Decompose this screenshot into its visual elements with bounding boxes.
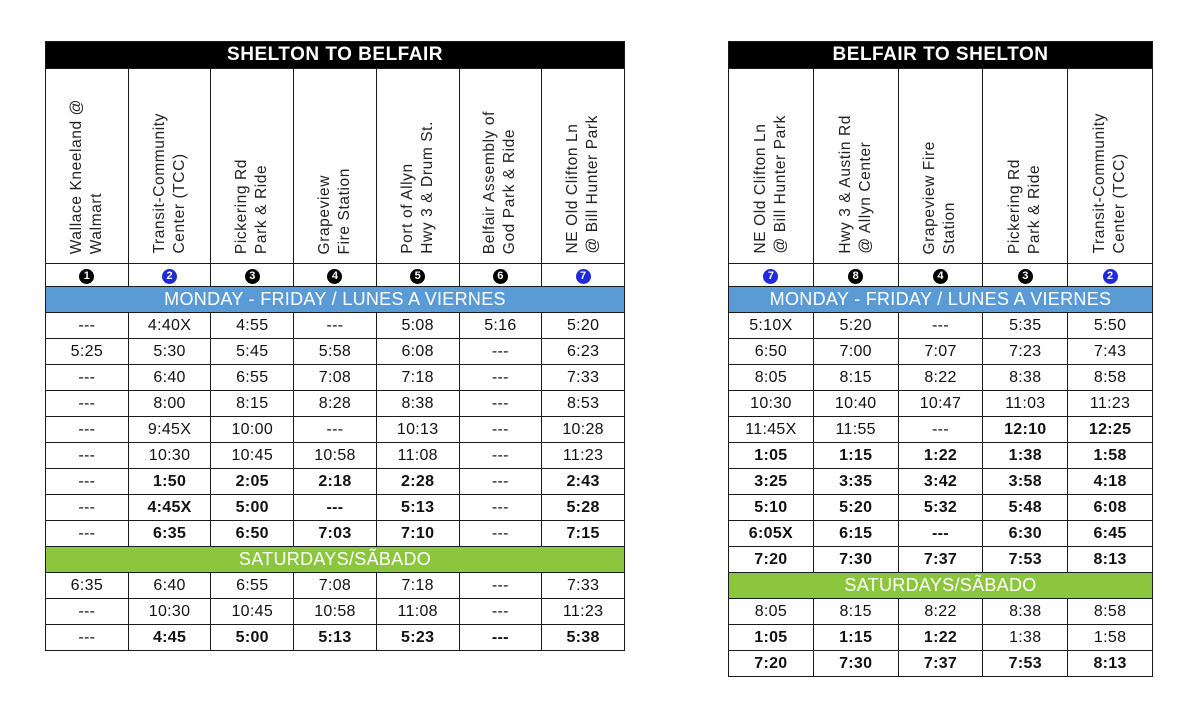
time-cell: 8:13 bbox=[1068, 651, 1153, 677]
time-cell: 8:22 bbox=[898, 365, 983, 391]
belfair-to-shelton-table bbox=[728, 41, 1153, 677]
stop-number-cell bbox=[813, 264, 898, 287]
service-day-label: MONDAY - FRIDAY / LUNES A VIERNES bbox=[729, 287, 1153, 313]
time-cell: 8:58 bbox=[1068, 599, 1153, 625]
time-cell: --- bbox=[459, 339, 542, 365]
time-cell: 10:28 bbox=[542, 417, 625, 443]
stop-label: Pickering Rd Park & Ride bbox=[233, 158, 271, 254]
time-cell: 3:25 bbox=[729, 469, 814, 495]
time-cell: 4:45 bbox=[128, 625, 211, 651]
schedule-row bbox=[729, 495, 1153, 521]
stop-number-cell bbox=[459, 264, 542, 287]
service-day-label: SATURDAYS/SÃBADO bbox=[46, 547, 625, 573]
time-cell: 8:38 bbox=[983, 599, 1068, 625]
stop-number-row bbox=[46, 264, 625, 287]
schedule-row bbox=[46, 417, 625, 443]
time-cell: 7:20 bbox=[729, 547, 814, 573]
time-cell: 4:40X bbox=[128, 313, 211, 339]
stop-header bbox=[376, 69, 459, 264]
time-cell: 3:42 bbox=[898, 469, 983, 495]
time-cell: 11:45X bbox=[729, 417, 814, 443]
stop-number-badge: 8 bbox=[848, 269, 863, 284]
time-cell: --- bbox=[459, 625, 542, 651]
time-cell: --- bbox=[46, 443, 129, 469]
time-cell: 5:32 bbox=[898, 495, 983, 521]
time-cell: 5:30 bbox=[128, 339, 211, 365]
schedule-row bbox=[729, 339, 1153, 365]
time-cell: 8:38 bbox=[983, 365, 1068, 391]
time-cell: 10:40 bbox=[813, 391, 898, 417]
schedule-row bbox=[46, 443, 625, 469]
time-cell: 8:13 bbox=[1068, 547, 1153, 573]
time-cell: 11:23 bbox=[1068, 391, 1153, 417]
time-cell: 1:58 bbox=[1068, 625, 1153, 651]
time-cell: 5:20 bbox=[813, 313, 898, 339]
time-cell: --- bbox=[459, 391, 542, 417]
time-cell: 7:15 bbox=[542, 521, 625, 547]
time-cell: 5:10 bbox=[729, 495, 814, 521]
stop-label: Hwy 3 & Austin Rd @ Allyn Center bbox=[836, 115, 874, 254]
time-cell: 8:38 bbox=[376, 391, 459, 417]
time-cell: 6:15 bbox=[813, 521, 898, 547]
time-cell: --- bbox=[898, 417, 983, 443]
time-cell: 8:53 bbox=[542, 391, 625, 417]
time-cell: 7:08 bbox=[294, 573, 377, 599]
time-cell: 12:25 bbox=[1068, 417, 1153, 443]
stop-number-badge: 7 bbox=[763, 269, 778, 284]
stop-label: Transit-Community Center (TCC) bbox=[150, 113, 188, 254]
stop-number-cell bbox=[898, 264, 983, 287]
schedule-row bbox=[729, 391, 1153, 417]
service-day-label: SATURDAYS/SÃBADO bbox=[729, 573, 1153, 599]
time-cell: --- bbox=[459, 573, 542, 599]
time-cell: 10:58 bbox=[294, 443, 377, 469]
stop-header bbox=[128, 69, 211, 264]
stop-number-badge: 3 bbox=[1018, 269, 1033, 284]
stop-header bbox=[211, 69, 294, 264]
time-cell: 1:50 bbox=[128, 469, 211, 495]
time-cell: --- bbox=[46, 313, 129, 339]
schedule-row bbox=[729, 469, 1153, 495]
time-cell: 1:22 bbox=[898, 625, 983, 651]
schedule-row bbox=[46, 469, 625, 495]
table-title: SHELTON TO BELFAIR bbox=[46, 42, 625, 69]
time-cell: 5:35 bbox=[983, 313, 1068, 339]
time-cell: 1:22 bbox=[898, 443, 983, 469]
stop-number-cell bbox=[211, 264, 294, 287]
time-cell: 6:50 bbox=[211, 521, 294, 547]
time-cell: 8:05 bbox=[729, 599, 814, 625]
time-cell: --- bbox=[459, 521, 542, 547]
stop-header bbox=[459, 69, 542, 264]
time-cell: 6:40 bbox=[128, 573, 211, 599]
stop-label: NE Old Clifton Ln @ Bill Hunter Park bbox=[751, 115, 789, 254]
stop-header bbox=[542, 69, 625, 264]
time-cell: 10:30 bbox=[128, 443, 211, 469]
time-cell: 10:13 bbox=[376, 417, 459, 443]
service-day-band bbox=[46, 287, 625, 313]
service-day-band bbox=[46, 547, 625, 573]
time-cell: 4:55 bbox=[211, 313, 294, 339]
stop-number-row bbox=[729, 264, 1153, 287]
stop-label: Grapeview Fire Station bbox=[315, 167, 353, 254]
time-cell: 9:45X bbox=[128, 417, 211, 443]
stop-header bbox=[983, 69, 1068, 264]
time-cell: 6:55 bbox=[211, 573, 294, 599]
time-cell: 12:10 bbox=[983, 417, 1068, 443]
schedule-row bbox=[46, 391, 625, 417]
time-cell: 5:20 bbox=[542, 313, 625, 339]
time-cell: 7:03 bbox=[294, 521, 377, 547]
stop-number-cell bbox=[128, 264, 211, 287]
time-cell: 11:08 bbox=[376, 599, 459, 625]
time-cell: 7:18 bbox=[376, 573, 459, 599]
time-cell: 5:13 bbox=[376, 495, 459, 521]
stop-number-badge: 3 bbox=[245, 269, 260, 284]
stop-header bbox=[46, 69, 129, 264]
time-cell: 1:15 bbox=[813, 443, 898, 469]
time-cell: 2:28 bbox=[376, 469, 459, 495]
time-cell: 10:47 bbox=[898, 391, 983, 417]
schedule-row bbox=[729, 365, 1153, 391]
time-cell: 6:08 bbox=[376, 339, 459, 365]
time-cell: 1:38 bbox=[983, 625, 1068, 651]
time-cell: 6:23 bbox=[542, 339, 625, 365]
time-cell: 6:05X bbox=[729, 521, 814, 547]
time-cell: 8:22 bbox=[898, 599, 983, 625]
schedule-row bbox=[729, 443, 1153, 469]
schedule-row bbox=[729, 417, 1153, 443]
time-cell: --- bbox=[46, 495, 129, 521]
time-cell: --- bbox=[898, 313, 983, 339]
time-cell: --- bbox=[46, 391, 129, 417]
time-cell: 7:30 bbox=[813, 651, 898, 677]
time-cell: --- bbox=[46, 469, 129, 495]
stop-label: Port of Allyn Hwy 3 & Drum St. bbox=[398, 121, 436, 254]
stop-header bbox=[729, 69, 814, 264]
time-cell: 10:45 bbox=[211, 599, 294, 625]
time-cell: --- bbox=[459, 443, 542, 469]
time-cell: 6:35 bbox=[128, 521, 211, 547]
stop-header bbox=[294, 69, 377, 264]
time-cell: 7:10 bbox=[376, 521, 459, 547]
time-cell: 1:58 bbox=[1068, 443, 1153, 469]
time-cell: --- bbox=[294, 495, 377, 521]
stop-number-cell bbox=[46, 264, 129, 287]
service-day-label: MONDAY - FRIDAY / LUNES A VIERNES bbox=[46, 287, 625, 313]
stop-number-badge: 2 bbox=[162, 269, 177, 284]
time-cell: 8:05 bbox=[729, 365, 814, 391]
schedule-row bbox=[46, 599, 625, 625]
time-cell: 7:00 bbox=[813, 339, 898, 365]
time-cell: 5:16 bbox=[459, 313, 542, 339]
schedule-row bbox=[46, 313, 625, 339]
time-cell: 5:08 bbox=[376, 313, 459, 339]
schedule-row bbox=[729, 651, 1153, 677]
time-cell: 11:08 bbox=[376, 443, 459, 469]
time-cell: --- bbox=[459, 495, 542, 521]
stop-header bbox=[1068, 69, 1153, 264]
time-cell: 11:23 bbox=[542, 443, 625, 469]
stop-label: Transit-Community Center (TCC) bbox=[1091, 113, 1129, 254]
time-cell: 10:45 bbox=[211, 443, 294, 469]
time-cell: 8:28 bbox=[294, 391, 377, 417]
time-cell: 5:45 bbox=[211, 339, 294, 365]
time-cell: 11:23 bbox=[542, 599, 625, 625]
stop-header-row bbox=[46, 69, 625, 264]
title-row bbox=[729, 42, 1153, 69]
time-cell: 7:33 bbox=[542, 573, 625, 599]
schedule-row bbox=[46, 521, 625, 547]
time-cell: 1:05 bbox=[729, 625, 814, 651]
time-cell: --- bbox=[46, 599, 129, 625]
time-cell: 7:37 bbox=[898, 547, 983, 573]
stop-label: NE Old Clifton Ln @ Bill Hunter Park bbox=[564, 115, 602, 254]
time-cell: 3:35 bbox=[813, 469, 898, 495]
time-cell: 1:38 bbox=[983, 443, 1068, 469]
time-cell: --- bbox=[46, 417, 129, 443]
stop-number-cell bbox=[376, 264, 459, 287]
time-cell: --- bbox=[459, 469, 542, 495]
time-cell: 7:18 bbox=[376, 365, 459, 391]
time-cell: 1:15 bbox=[813, 625, 898, 651]
time-cell: 2:18 bbox=[294, 469, 377, 495]
schedule-row bbox=[729, 547, 1153, 573]
time-cell: 4:45X bbox=[128, 495, 211, 521]
time-cell: 8:00 bbox=[128, 391, 211, 417]
time-cell: 5:13 bbox=[294, 625, 377, 651]
time-cell: 10:30 bbox=[729, 391, 814, 417]
schedule-row bbox=[729, 521, 1153, 547]
time-cell: 5:10X bbox=[729, 313, 814, 339]
stop-number-badge: 4 bbox=[933, 269, 948, 284]
time-cell: 10:30 bbox=[128, 599, 211, 625]
stop-number-badge: 2 bbox=[1103, 269, 1118, 284]
stop-header bbox=[898, 69, 983, 264]
time-cell: 5:00 bbox=[211, 625, 294, 651]
service-day-band bbox=[729, 287, 1153, 313]
schedule-row bbox=[46, 625, 625, 651]
table-title: BELFAIR TO SHELTON bbox=[729, 42, 1153, 69]
time-cell: --- bbox=[459, 365, 542, 391]
time-cell: --- bbox=[898, 521, 983, 547]
time-cell: 3:58 bbox=[983, 469, 1068, 495]
stop-label: Pickering Rd Park & Ride bbox=[1006, 158, 1044, 254]
title-row bbox=[46, 42, 625, 69]
schedule-row bbox=[46, 339, 625, 365]
time-cell: 6:55 bbox=[211, 365, 294, 391]
time-cell: 6:40 bbox=[128, 365, 211, 391]
stop-number-cell bbox=[729, 264, 814, 287]
time-cell: 10:58 bbox=[294, 599, 377, 625]
schedule-row bbox=[729, 625, 1153, 651]
time-cell: 7:07 bbox=[898, 339, 983, 365]
time-cell: 8:15 bbox=[211, 391, 294, 417]
time-cell: 6:30 bbox=[983, 521, 1068, 547]
stop-number-cell bbox=[983, 264, 1068, 287]
time-cell: 5:28 bbox=[542, 495, 625, 521]
time-cell: 6:45 bbox=[1068, 521, 1153, 547]
time-cell: 7:53 bbox=[983, 547, 1068, 573]
time-cell: 11:55 bbox=[813, 417, 898, 443]
time-cell: --- bbox=[46, 625, 129, 651]
stop-header bbox=[813, 69, 898, 264]
stop-number-badge: 5 bbox=[410, 269, 425, 284]
stop-label: Grapeview Fire Station bbox=[921, 140, 959, 254]
time-cell: 8:15 bbox=[813, 599, 898, 625]
time-cell: 5:20 bbox=[813, 495, 898, 521]
time-cell: 8:58 bbox=[1068, 365, 1153, 391]
shelton-to-belfair-table bbox=[45, 41, 625, 651]
time-cell: 7:37 bbox=[898, 651, 983, 677]
time-cell: 7:20 bbox=[729, 651, 814, 677]
schedule-row bbox=[729, 313, 1153, 339]
time-cell: 1:05 bbox=[729, 443, 814, 469]
time-cell: 6:35 bbox=[46, 573, 129, 599]
schedule-row bbox=[729, 599, 1153, 625]
time-cell: 2:05 bbox=[211, 469, 294, 495]
time-cell: 6:50 bbox=[729, 339, 814, 365]
time-cell: --- bbox=[294, 417, 377, 443]
schedule-row bbox=[46, 365, 625, 391]
schedule-row bbox=[46, 573, 625, 599]
time-cell: 8:15 bbox=[813, 365, 898, 391]
time-cell: 7:30 bbox=[813, 547, 898, 573]
time-cell: 5:48 bbox=[983, 495, 1068, 521]
time-cell: 5:58 bbox=[294, 339, 377, 365]
stop-label: Wallace Kneeland @ Walmart bbox=[67, 98, 105, 254]
time-cell: --- bbox=[294, 313, 377, 339]
stop-number-badge: 7 bbox=[576, 269, 591, 284]
time-cell: 5:50 bbox=[1068, 313, 1153, 339]
time-cell: 5:23 bbox=[376, 625, 459, 651]
time-cell: 4:18 bbox=[1068, 469, 1153, 495]
time-cell: 10:00 bbox=[211, 417, 294, 443]
time-cell: 5:25 bbox=[46, 339, 129, 365]
stop-number-badge: 6 bbox=[493, 269, 508, 284]
time-cell: 7:08 bbox=[294, 365, 377, 391]
time-cell: 6:08 bbox=[1068, 495, 1153, 521]
stop-number-badge: 1 bbox=[79, 269, 94, 284]
time-cell: 7:23 bbox=[983, 339, 1068, 365]
time-cell: 2:43 bbox=[542, 469, 625, 495]
time-cell: 7:33 bbox=[542, 365, 625, 391]
schedule-row bbox=[46, 495, 625, 521]
time-cell: --- bbox=[459, 599, 542, 625]
time-cell: 5:00 bbox=[211, 495, 294, 521]
stop-number-cell bbox=[542, 264, 625, 287]
time-cell: 7:53 bbox=[983, 651, 1068, 677]
service-day-band bbox=[729, 573, 1153, 599]
time-cell: 7:43 bbox=[1068, 339, 1153, 365]
stop-number-cell bbox=[1068, 264, 1153, 287]
time-cell: 5:38 bbox=[542, 625, 625, 651]
time-cell: 11:03 bbox=[983, 391, 1068, 417]
stop-number-cell bbox=[294, 264, 377, 287]
time-cell: --- bbox=[46, 521, 129, 547]
time-cell: --- bbox=[459, 417, 542, 443]
stop-label: Belfair Assembly of God Park & Ride bbox=[481, 110, 519, 254]
stop-number-badge: 4 bbox=[327, 269, 342, 284]
time-cell: --- bbox=[46, 365, 129, 391]
stop-header-row bbox=[729, 69, 1153, 264]
